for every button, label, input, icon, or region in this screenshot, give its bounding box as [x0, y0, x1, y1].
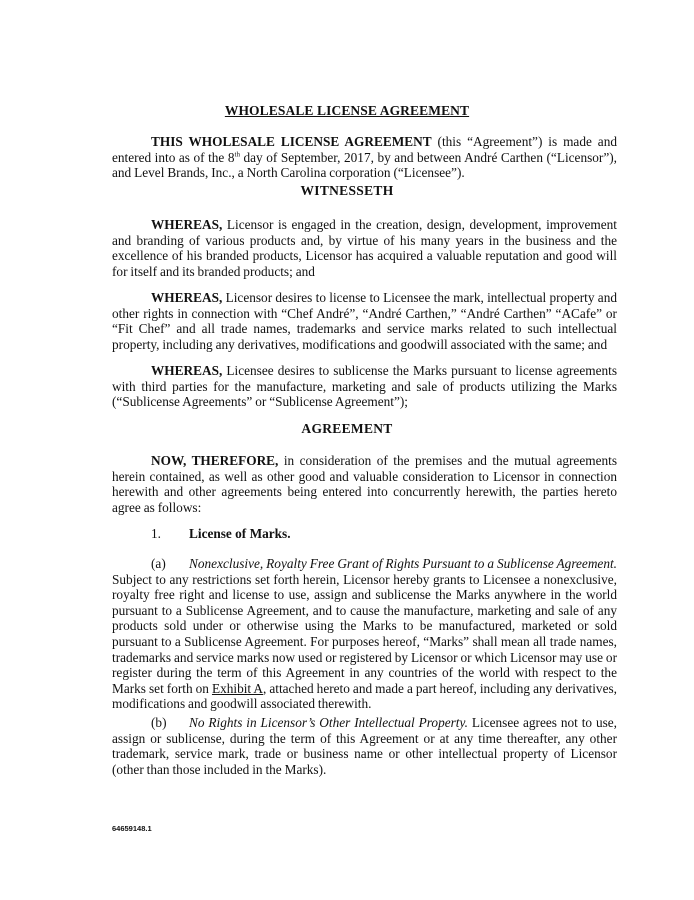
clause-b-text: Licensee agrees not to use, assign or sublicense, during the term of this Agreement or at any time thereafter, any other trademark, service mark, trade or business name or other intellectual property of Licensor (other than those included in the Marks).: [112, 715, 617, 777]
whereas-text: Licensor is engaged in the creation, design, development, improvement and branding of various products and, by virtue of his many years in the business and the excellence of his branded products, Licensor has acquired a valuable reputation and good will for itself and its branded products; and: [112, 217, 617, 279]
clause-a-text-a: Subject to any restrictions set forth herein, Licensor hereby grants to Licensee a nonexclusive, royalty free right and license to use, assign and sublicense the Marks anywhere in the world pursuant to a Sublicense Agreement, and to cause the manufacture, marketing and sale of any products sold under or otherwise using the Marks to be manufactured, marketed or sold pursuant to a Sublicense Agreement. For purposes hereof, “Marks” shall mean all trade names, trademarks and service marks now used or registered by Licensor or which Licensor may use or register during the term of this Agreement in any countries of the world with respect to the Marks set forth on: [112, 571, 617, 696]
witnesseth-heading: WITNESSETH: [300, 183, 394, 198]
clause-a-title: Nonexclusive, Royalty Free Grant of Rights Pursuant to a Sublicense Agreement.: [189, 556, 617, 571]
intro-text-a: (this “Agreement”) is made and entered into as of the 8: [112, 134, 617, 165]
clause-a-text-b: , attached hereto and made a part hereof, including any derivatives, modifications and goodwill associated therewith.: [112, 680, 617, 712]
document-id-footer: 64659148.1: [112, 824, 152, 833]
intro-lead: THIS WHOLESALE LICENSE AGREEMENT: [151, 134, 432, 149]
now-therefore-lead: NOW, THEREFORE,: [151, 453, 279, 468]
clause-b-title: No Rights in Licensor’s Other Intellectual Property.: [189, 715, 468, 730]
clause-b-paragraph: [112, 715, 617, 777]
intro-paragraph: [112, 134, 617, 181]
whereas-paragraph-3: [112, 363, 617, 410]
whereas-lead: WHEREAS,: [151, 363, 223, 378]
now-therefore-text: in consideration of the premises and the mutual agreements herein contained, as well as other good and valuable consideration to Licensor in connection herewith and other agreements being entered into concurrently herewith, the parties hereto agree as follows:: [112, 453, 617, 515]
intro-ordinal: th: [234, 150, 240, 159]
whereas-text: Licensee desires to sublicense the Marks pursuant to license agreements with third parties for the manufacture, marketing and sale of products utilizing the Marks (“Sublicense Agreements” or “Sublicense Agreement”);: [112, 363, 617, 410]
whereas-text: Licensor desires to license to Licensee the mark, intellectual property and other rights in connection with “Chef André”, “André Carthen,” “André Carthen” “ACafe” or “Fit Chef” and all trade names, trademarks and service marks related to such intellectual property, including any derivatives, modifications and goodwill associated with the same; and: [112, 290, 617, 352]
section-title: License of Marks.: [189, 526, 291, 541]
agreement-heading: AGREEMENT: [301, 421, 393, 436]
now-therefore-paragraph: [112, 453, 617, 515]
whereas-paragraph-2: [112, 290, 617, 352]
clause-a-paragraph: [112, 556, 617, 712]
exhibit-a-reference: Exhibit A: [211, 680, 264, 696]
intro-text-b: day of September, 2017, by and between André Carthen (“Licensor”), and Level Brands, Inc., a North Carolina corporation (“Licensee”).: [112, 149, 617, 181]
section-number: 1.: [151, 526, 161, 541]
whereas-lead: WHEREAS,: [151, 290, 223, 305]
clause-a-label: (a): [151, 556, 166, 571]
whereas-lead: WHEREAS,: [151, 217, 223, 232]
section-1-heading: [151, 526, 291, 542]
document-title: WHOLESALE LICENSE AGREEMENT: [224, 103, 470, 118]
clause-b-label: (b): [151, 715, 167, 730]
whereas-paragraph-1: [112, 217, 617, 279]
